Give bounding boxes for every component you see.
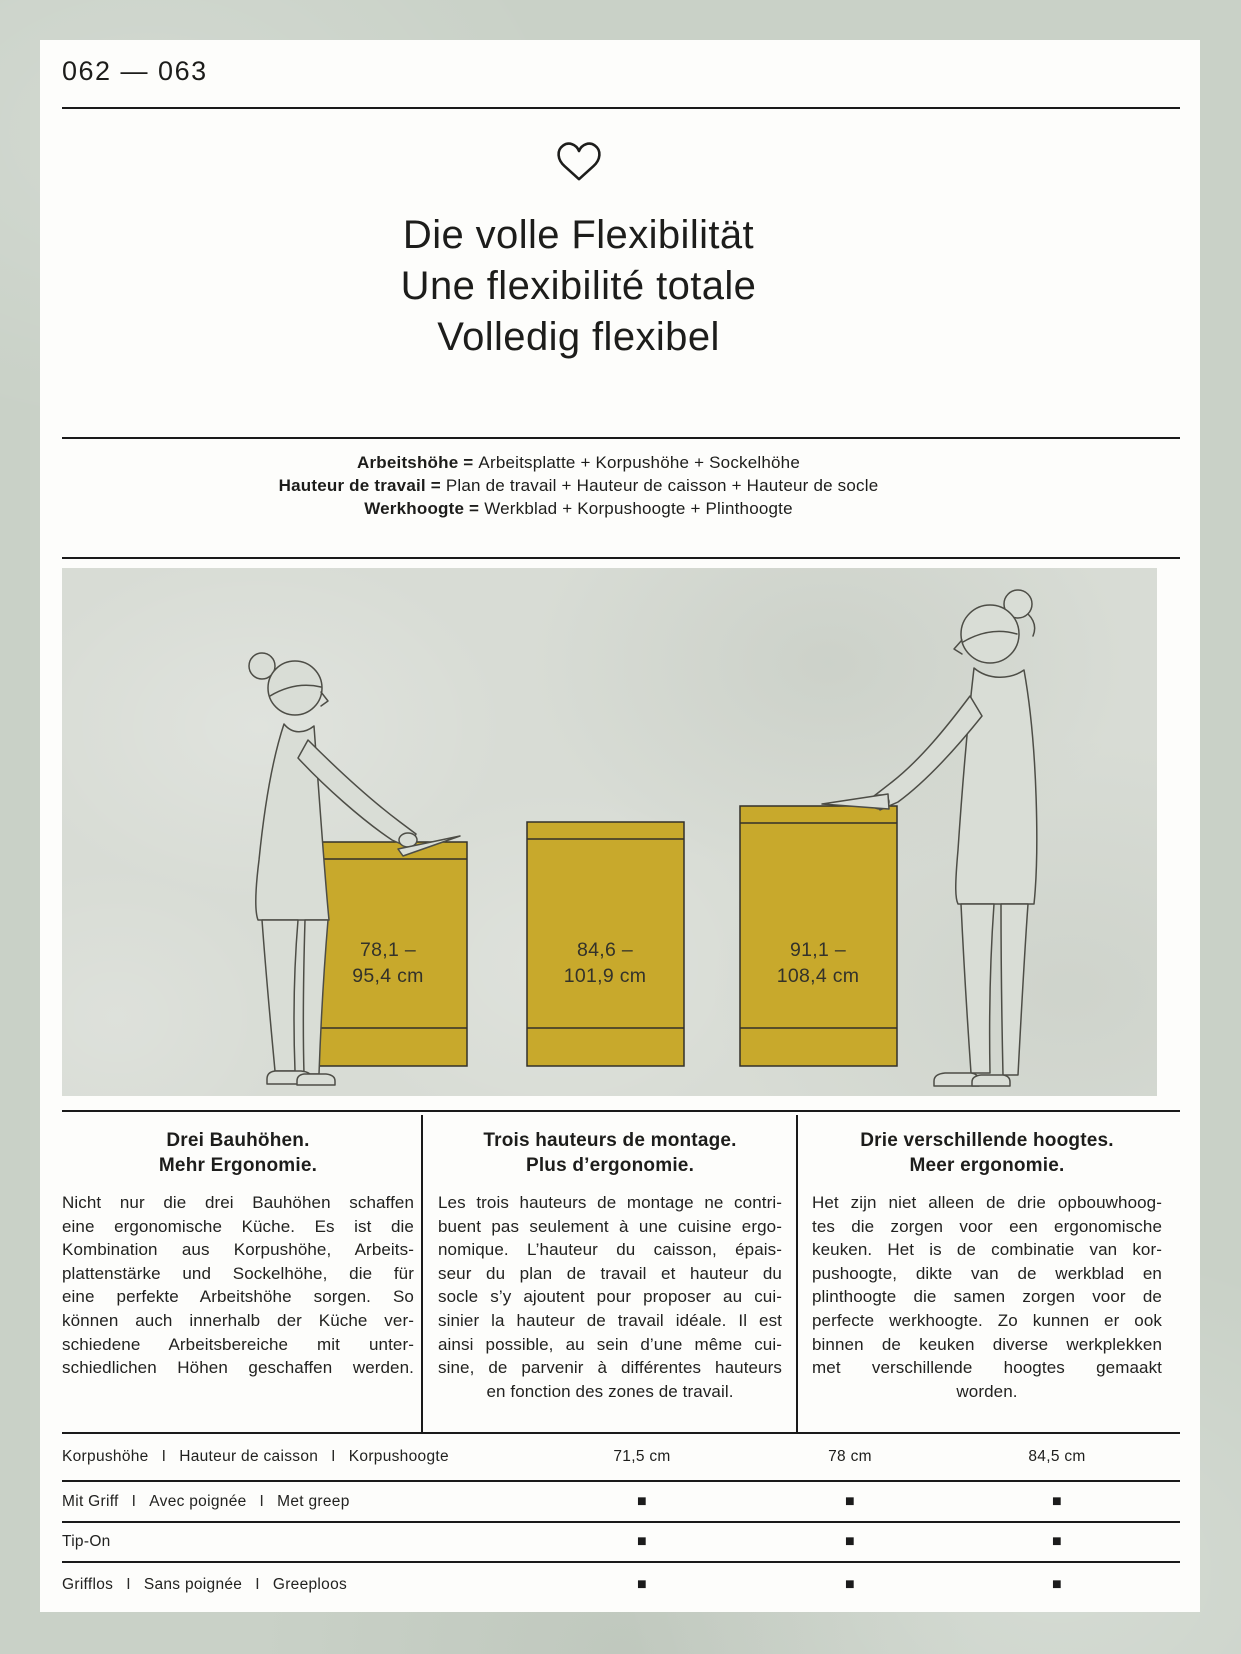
page-title	[40, 210, 1117, 363]
formula-line-fr	[40, 474, 1117, 497]
check-square: ■	[845, 1492, 855, 1510]
row-label-nl: Greeploos	[272, 1576, 348, 1593]
formula-term-de: Arbeitshöhe =	[356, 453, 474, 472]
row-label: Tip-On	[62, 1533, 111, 1550]
heart-icon-wrap	[40, 140, 1117, 193]
formula-top-rule	[62, 437, 1180, 439]
cabinet-medium-range-line2: 101,9 cm	[563, 965, 647, 987]
column-german-heading-line2: Mehr Ergonomie.	[158, 1155, 318, 1176]
row-label-de: Grifflos	[62, 1576, 114, 1593]
columns-top-rule	[62, 1110, 1180, 1112]
row-label	[62, 1493, 350, 1510]
body-line: Les trois hauteurs de montage ne contri-	[438, 1193, 782, 1212]
body-line: perfecte werkhoogte. Zo kunnen er ook	[812, 1310, 1162, 1330]
cabinet-medium	[527, 822, 684, 1066]
check-square: ■	[637, 1492, 647, 1510]
label-separator: I	[126, 1576, 131, 1593]
body-line: pushoogte, dikte van de werkblad en	[812, 1263, 1162, 1283]
cabinet-medium-range-line1: 84,6 –	[576, 939, 634, 961]
row-label-fr: Avec poignée	[149, 1492, 247, 1510]
illustration-svg	[62, 568, 1157, 1096]
body-line: socle s’y ajoutent pour proposer au cui-	[438, 1287, 782, 1307]
check-square: ■	[637, 1576, 647, 1593]
formula-line-nl	[40, 497, 1117, 520]
formula-line-de	[40, 451, 1117, 474]
value-cell: 78 cm	[828, 1448, 872, 1465]
value-cell: 71,5 cm	[613, 1448, 671, 1465]
column-german	[62, 1128, 414, 1380]
row-label-fr: Sans poignée	[143, 1576, 243, 1593]
body-line: schiedlichen Höhen geschaffen werden.	[62, 1358, 414, 1378]
column-french-heading-line1: Trois hauteurs de montage.	[483, 1130, 737, 1151]
formula-def-fr: Plan de travail + Hauteur de caisson + Hauteur de socle	[445, 476, 879, 495]
value-cell: 84,5 cm	[1028, 1448, 1086, 1465]
body-line: nomique. L’hauteur du caisson, épais-	[438, 1240, 782, 1260]
body-line: sine, de parvenir à différentes hauteurs	[438, 1358, 782, 1378]
body-line: en fonction des zones de travail.	[486, 1381, 734, 1401]
body-line: können auch innerhalb der Küche ver-	[62, 1310, 414, 1330]
formula-block	[40, 451, 1117, 520]
check-square: ■	[845, 1533, 855, 1550]
body-line: Kombination aus Korpushöhe, Arbeits-	[62, 1240, 414, 1260]
row-label-nl: Korpushoogte	[348, 1448, 449, 1465]
column-dutch-heading-line1: Drie verschillende hoogtes.	[860, 1130, 1114, 1151]
row-label-de: Korpushöhe	[62, 1448, 149, 1465]
cabinet-tall-range-line2: 108,4 cm	[776, 965, 860, 987]
column-divider-1	[421, 1115, 423, 1432]
label-separator: I	[255, 1576, 260, 1593]
check-square: ■	[1052, 1576, 1062, 1593]
cabinet-tall	[740, 806, 897, 1066]
label-separator: I	[131, 1492, 137, 1510]
body-line: Nicht nur die drei Bauhöhen schaffen	[62, 1193, 414, 1212]
table-row-grifflos	[62, 1561, 1180, 1607]
body-line: met verschillende hoogtes gemaakt	[812, 1358, 1162, 1378]
column-divider-2	[796, 1115, 798, 1432]
column-french-heading-line2: Plus d’ergonomie.	[525, 1155, 695, 1176]
page-numbers: 062 — 063	[62, 56, 208, 86]
cabinet-tall-range-line1: 91,1 –	[789, 939, 847, 961]
title-line-nl: Volledig flexibel	[437, 315, 720, 359]
formula-term-fr: Hauteur de travail =	[278, 476, 441, 495]
formula-def-de: Arbeitsplatte + Korpushöhe + Sockelhöhe	[478, 453, 800, 472]
cabinet-short-range-line2: 95,4 cm	[352, 965, 424, 987]
body-line: buent pas seulement à une cuisine ergo-	[438, 1216, 782, 1236]
formula-term-nl: Werkhoogte =	[364, 499, 480, 518]
column-dutch-heading-line2: Meer ergonomie.	[909, 1155, 1065, 1176]
row-label	[62, 1448, 449, 1465]
heart-icon	[553, 140, 605, 188]
row-label-nl: Met greep	[277, 1492, 350, 1510]
column-german-heading	[62, 1128, 414, 1178]
body-line: keuken. Het is de combinatie van kor-	[812, 1240, 1162, 1260]
row-label	[62, 1576, 347, 1593]
check-square: ■	[1052, 1533, 1062, 1550]
column-french	[438, 1128, 782, 1403]
body-line: plattenstärke und Sockelhöhe, die für	[62, 1263, 414, 1283]
illustration-top-rule	[62, 557, 1180, 559]
row-label-fr: Hauteur de caisson	[179, 1448, 319, 1465]
body-line: tes die zorgen voor een ergonomische	[812, 1216, 1162, 1236]
check-square: ■	[845, 1576, 855, 1593]
column-dutch-heading	[812, 1128, 1162, 1178]
table-row-tip-on	[62, 1521, 1180, 1561]
row-label-de: Mit Griff	[62, 1492, 119, 1510]
paper-sheet	[40, 40, 1200, 1612]
body-line: schiedene Arbeitsbereiche mit unter-	[62, 1334, 414, 1354]
title-line-de: Die volle Flexibilität	[402, 213, 755, 257]
cabinet-short-range-line1: 78,1 –	[359, 939, 417, 961]
body-line: binnen de keuken diverse werkplekken	[812, 1334, 1162, 1354]
label-separator: I	[161, 1448, 167, 1465]
column-german-heading-line1: Drei Bauhöhen.	[166, 1130, 310, 1151]
body-line: eine perfekte Arbeitshöhe sorgen. So	[62, 1287, 414, 1307]
body-line: Het zijn niet alleen de drie opbouwhoog-	[812, 1193, 1162, 1212]
ergonomics-illustration	[62, 568, 1157, 1096]
spec-table	[62, 1432, 1180, 1607]
column-french-heading	[438, 1128, 782, 1178]
formula-def-nl: Werkblad + Korpushoogte + Plinthoogte	[484, 499, 793, 518]
body-line: plinthoogte die samen zorgen voor de	[812, 1287, 1162, 1307]
label-separator: I	[331, 1448, 336, 1465]
check-square: ■	[1052, 1492, 1062, 1510]
body-line: ainsi possible, au sein d’une même cui-	[438, 1334, 782, 1354]
label-separator: I	[259, 1492, 265, 1510]
cabinet-short	[310, 842, 467, 1066]
row-label	[62, 1533, 111, 1550]
title-line-fr: Une flexibilité totale	[400, 264, 757, 308]
body-line: seur du plan de travail et hauteur du	[438, 1263, 782, 1283]
body-line: worden.	[956, 1381, 1018, 1401]
table-row-mit-griff	[62, 1480, 1180, 1521]
table-row-korpushoehe	[62, 1432, 1180, 1480]
body-line: eine ergonomische Küche. Es ist die	[62, 1216, 414, 1236]
header-rule	[62, 107, 1180, 109]
body-line: sinier la hauteur de travail idéale. Il est	[438, 1310, 782, 1330]
check-square: ■	[637, 1533, 647, 1550]
column-dutch	[812, 1128, 1162, 1403]
